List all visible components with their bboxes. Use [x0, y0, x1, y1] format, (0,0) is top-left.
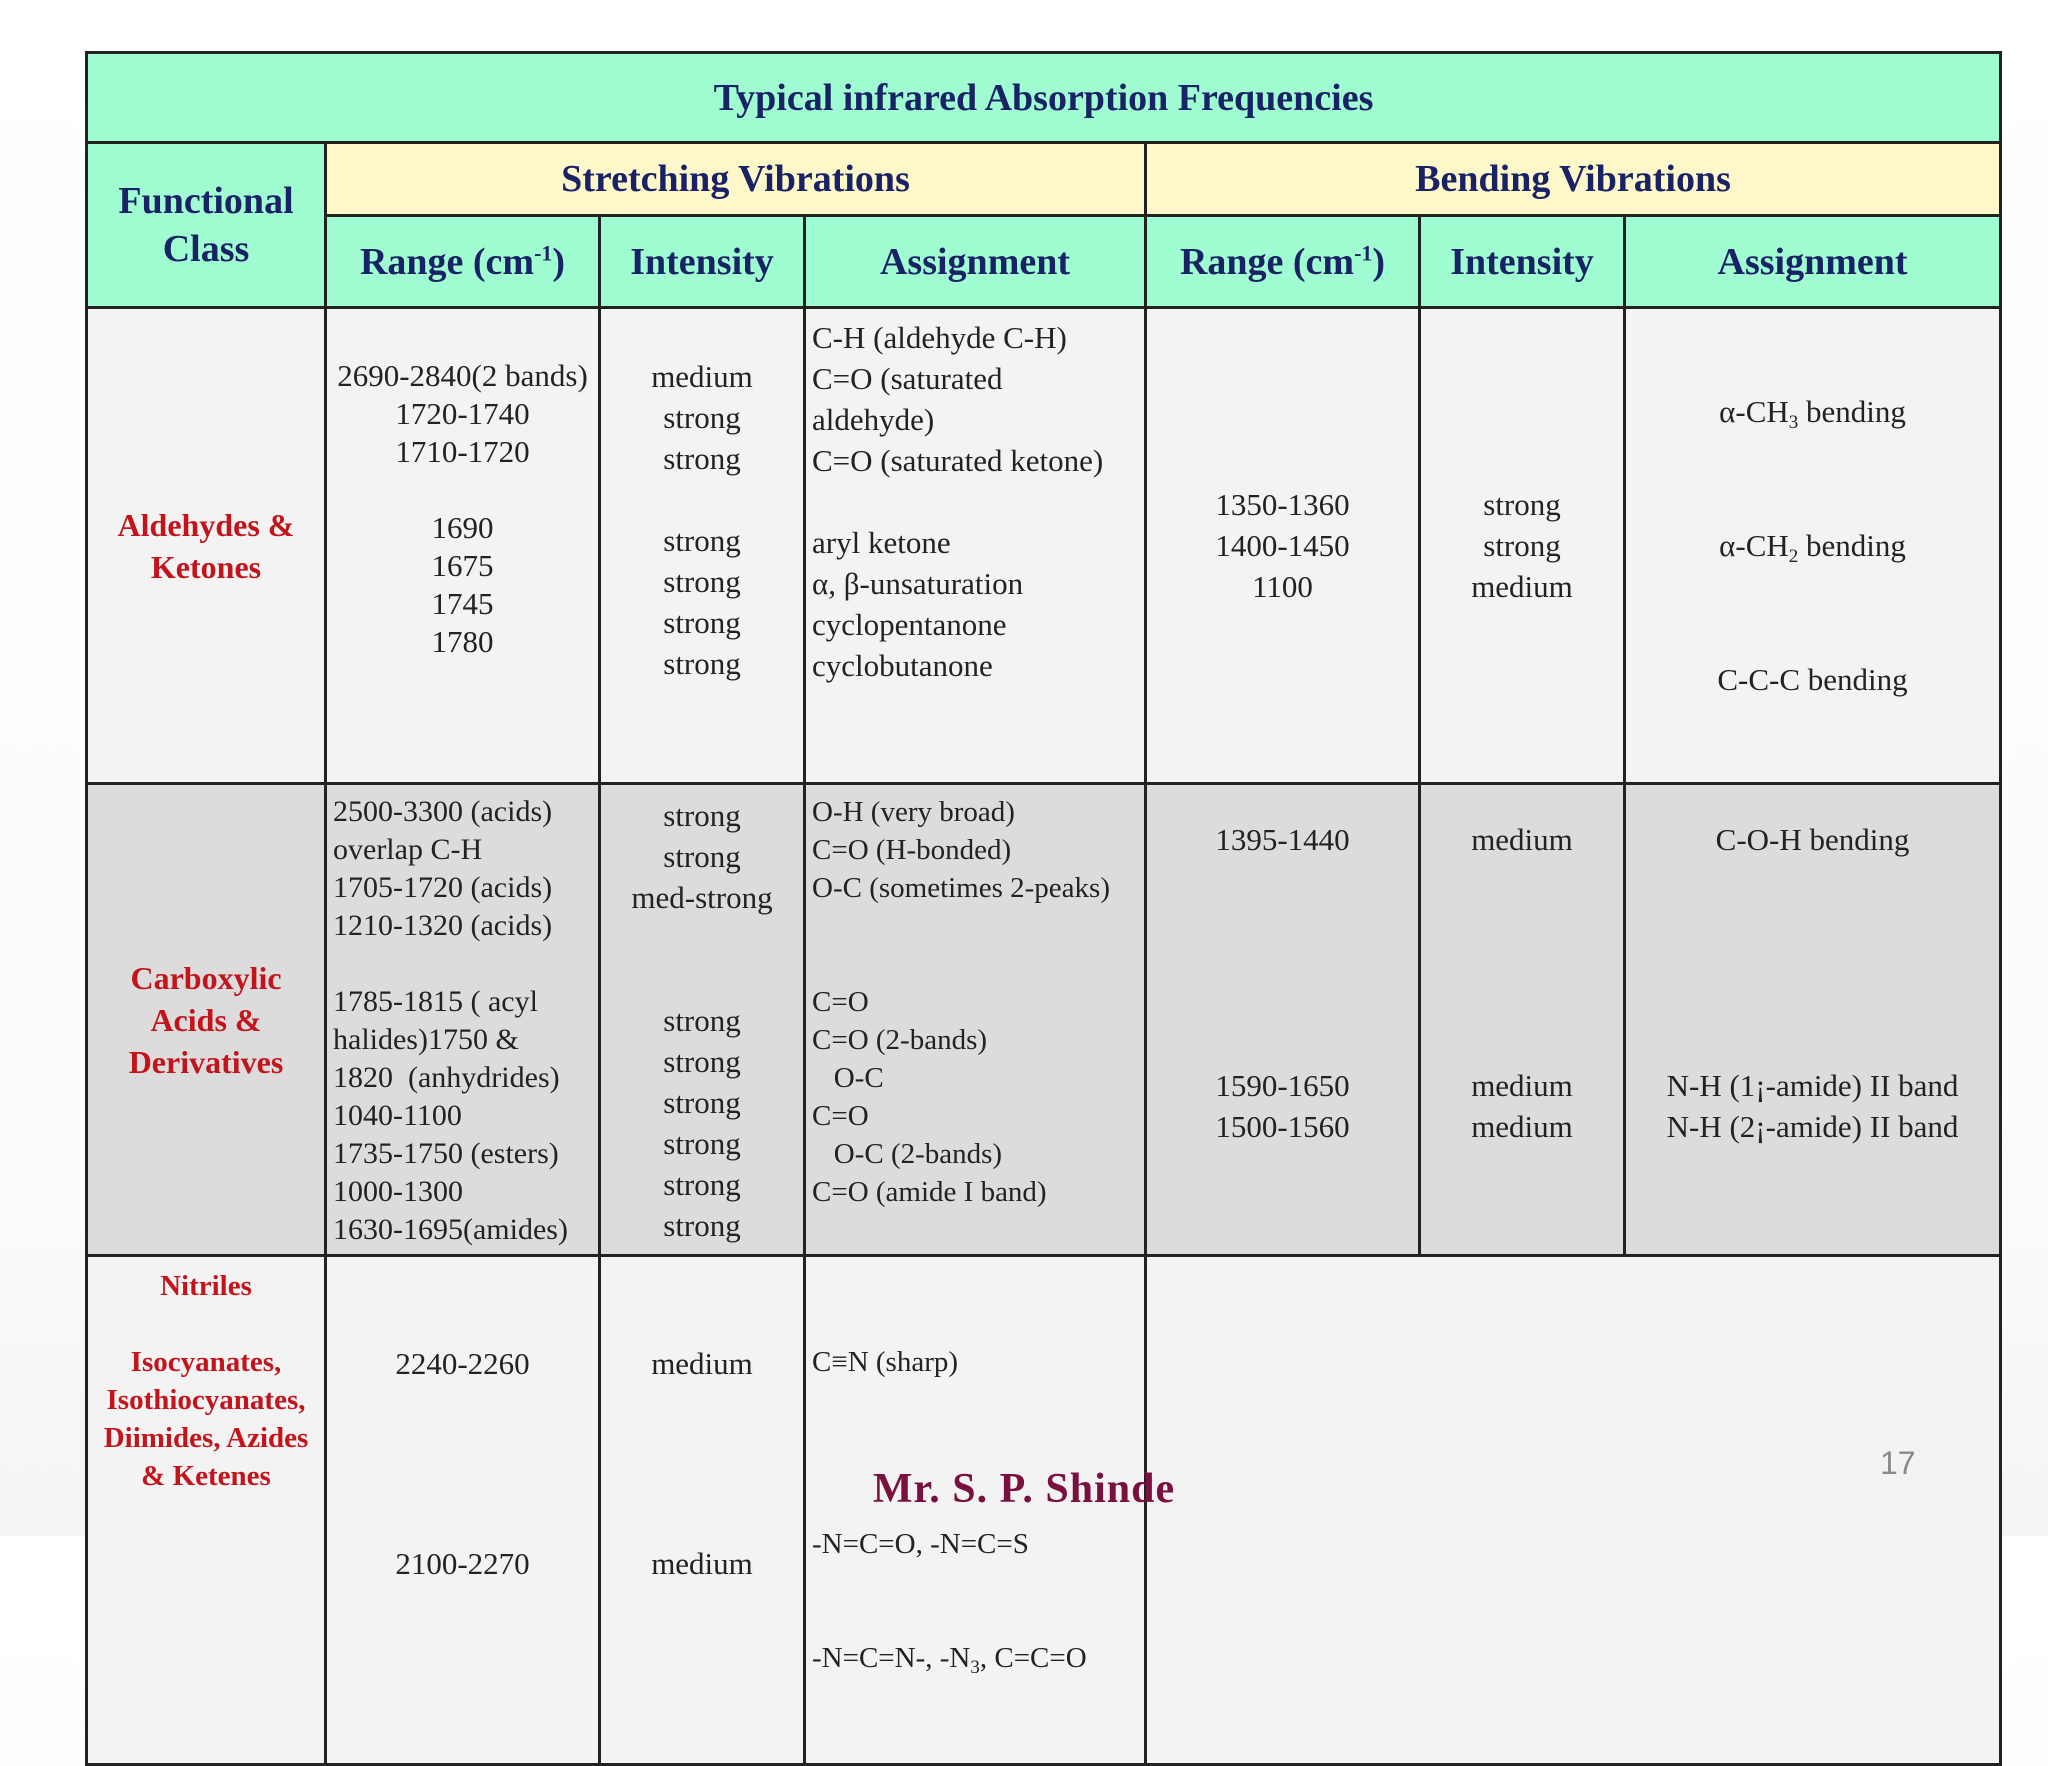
stretch-range-nitriles: 2240-2260: [395, 1346, 530, 1381]
bend-intensity: medium medium medium: [1420, 784, 1625, 1256]
table-title: Typical infrared Absorption Frequencies: [87, 53, 2001, 143]
table-row: [87, 308, 2001, 784]
bend-assignment-line-3: C-C-C bending: [1717, 662, 1908, 697]
class-aldehydes-ketones: Aldehydes & Ketones: [87, 308, 326, 784]
stretch-range-isocyanates: 2100-2270: [395, 1546, 530, 1581]
header-stretch-intensity: Intensity: [600, 216, 805, 308]
header-bend-assignment: Assignment: [1625, 216, 2001, 308]
stretch-range: 2500-3300 (acids) overlap C-H 1705-1720 (acids) 1210-1320 (acids) 1785-1815 ( acyl halides)1750 & 1820 (anhydrides) 1040-1100 1735-1750 (esters) 1000-1300 1630-1695(amides): [326, 784, 600, 1256]
bend-assignment: C-O-H bending N-H (1¡-amide) II band N-H (2¡-amide) II band: [1625, 784, 2001, 1256]
class-carboxylic-acids: Carboxylic Acids & Derivatives: [87, 784, 326, 1256]
stretch-range: 2690-2840(2 bands) 1720-1740 1710-1720 1690 1675 1745 1780: [326, 308, 600, 784]
stretch-intensity-isocyanates: medium: [651, 1546, 753, 1581]
header-stretch-range: Range $(cm^{-1})$: [326, 216, 600, 308]
header-functional-class: Functional Class: [87, 143, 326, 308]
bend-assignment-line-2: $\alpha-CH_2$ bending: [1719, 528, 1906, 567]
header-bend-range: Range $(cm^{-1})$: [1146, 216, 1420, 308]
bend-intensity: strong strong medium: [1420, 308, 1625, 784]
class-nitriles: Nitriles: [160, 1270, 252, 1302]
stretch-intensity-nitriles: medium: [651, 1346, 753, 1381]
stretch-assignment-nitriles: C≡N (sharp): [812, 1346, 959, 1378]
bend-range: 1395-1440 1590-1650 1500-1560: [1146, 784, 1420, 1256]
stretch-intensity: medium strong strong strong strong strong strong: [600, 308, 805, 784]
stretch-assignment-isocyanates-1: -N=C=O, -N=C=S: [812, 1528, 1029, 1560]
class-isocyanates: Isocyanates, Isothiocyanates, Diimides, Azides & Ketenes: [103, 1346, 309, 1492]
bend-range: 1350-1360 1400-1450 1100: [1146, 308, 1420, 784]
header-bend-intensity: Intensity: [1420, 216, 1625, 308]
author-footer: Mr. S. P. Shinde: [872, 1466, 1176, 1512]
stretch-assignment: C-H (aldehyde C-H) C=O (saturated aldehyde) C=O (saturated ketone) aryl ketone α, β-unsaturation cyclopentanone cyclobutanone: [805, 308, 1146, 784]
stretch-assignment-isocyanates-2: -N=C=N-, $-N_3$, C=C=O: [812, 1642, 1087, 1678]
table-row: [87, 784, 2001, 1256]
header-bending: Bending Vibrations: [1146, 143, 2001, 216]
stretch-intensity: strong strong med-strong strong strong strong strong strong strong: [600, 784, 805, 1256]
stretch-assignment: O-H (very broad) C=O (H-bonded) O-C (sometimes 2-peaks) C=O C=O (2-bands) O-C C=O O-C (2-bands) C=O (amide I band): [805, 784, 1146, 1256]
header-stretching: Stretching Vibrations: [326, 143, 1146, 216]
page-number: 17: [1880, 1445, 1916, 1481]
bend-assignment: [1625, 308, 2001, 784]
header-stretch-assignment: Assignment: [805, 216, 1146, 308]
bend-assignment-line-1: $\alpha-CH_3$ bending: [1719, 394, 1906, 433]
